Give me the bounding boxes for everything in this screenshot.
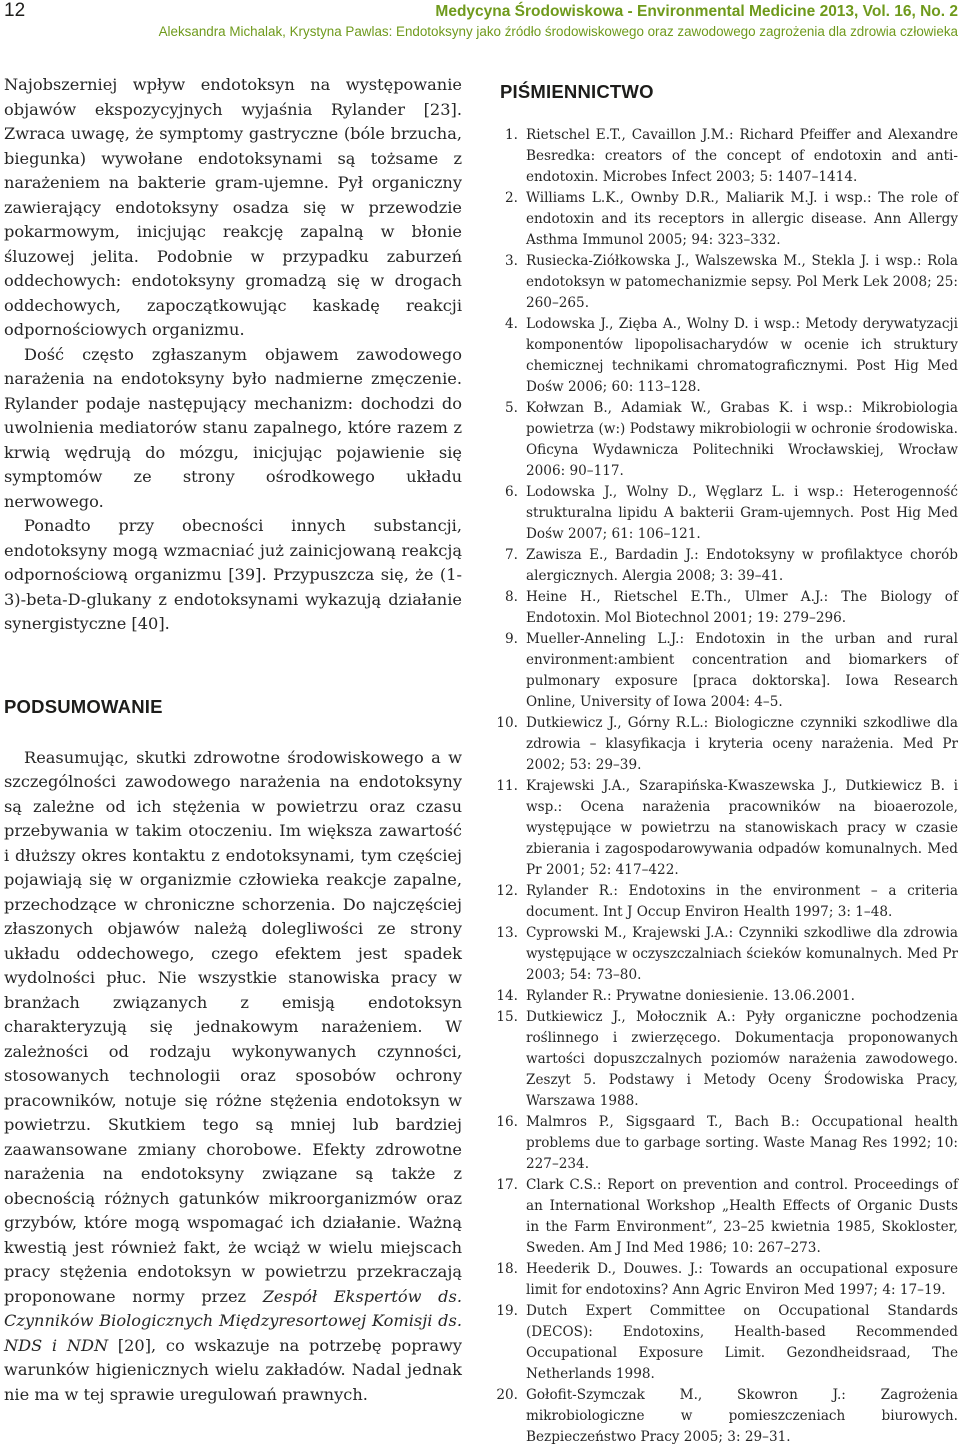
reference-text: Zawisza E., Bardadin J.: Endotoksyny w profilaktyce chorób alergicznych. Alergia 2008; 3: 39–41. <box>526 547 958 584</box>
reference-number: 3. <box>505 253 518 269</box>
page-header <box>0 0 960 50</box>
journal-title: Medycyna Środowiskowa - Environmental Medicine 2013, Vol. 16, No. 2 <box>435 3 958 20</box>
reference-item <box>496 1175 958 1259</box>
reference-text: Dutch Expert Committee on Occupational Standards (DECOS): Endotoxins, Health-based Recommended Occupational Exposure Limit. Gezondheidsraad, The Netherlands 1998. <box>526 1303 958 1382</box>
body-paragraph: Ponadto przy obecności innych substancji, endotoksyny mogą wzmacniać już zainicjowaną reakcją odpornościową organizmu [39]. Przypuszcza się, że (1-3)-beta-D-glukany z endotoksynami wykazują działanie synergistyczne [40]. <box>4 516 462 633</box>
reference-text: Rietschel E.T., Cavaillon J.M.: Richard Pfeiffer and Alexandre Besredka: creators of the concept of endotoxin and anti-endotoxin. Microbes Infect 2003; 5: 1407–1414. <box>526 127 958 185</box>
reference-item <box>496 923 958 986</box>
summary-italic-text: Zespół Ekspertów ds. Czynników Biologicznych Międzyresortowej Komisji ds. NDS i NDN <box>4 1286 462 1355</box>
reference-item <box>496 1112 958 1175</box>
reference-item <box>496 713 958 776</box>
reference-text: Malmros P., Sigsgaard T., Bach B.: Occupational health problems due to garbage sorting. Waste Manag Res 1992; 10: 227–234. <box>526 1114 958 1172</box>
reference-item <box>496 1259 958 1301</box>
reference-number: 16. <box>496 1114 518 1130</box>
reference-number: 14. <box>496 988 518 1004</box>
reference-number: 13. <box>496 925 518 941</box>
reference-text: Heederik D., Douwes. J.: Towards an occupational exposure limit for endotoxins? Ann Agric Environ Med 1997; 4: 17–19. <box>526 1261 958 1298</box>
reference-text: Lodowska J., Wolny D., Węglarz L. i wsp.: Heterogenność strukturalna lipidu A bakterii Gram-ujemnych. Post Hig Med Dośw 2007; 61: 106–121. <box>526 484 958 542</box>
reference-item <box>500 587 958 629</box>
reference-number: 6. <box>505 484 518 500</box>
reference-item <box>496 986 958 1007</box>
reference-item <box>496 1301 958 1385</box>
reference-text: Rusiecka-Ziółkowska J., Walszewska M., Stekla J. i wsp.: Rola endotoksyn w patomechanizmie sepsy. Pol Merk Lek 2008; 25: 260–265. <box>526 253 958 311</box>
reference-item <box>500 251 958 314</box>
reference-number: 20. <box>496 1387 518 1403</box>
reference-item <box>500 398 958 482</box>
right-column <box>496 81 958 1448</box>
reference-item <box>500 629 958 713</box>
reference-list <box>496 125 958 1448</box>
reference-number: 4. <box>505 316 518 332</box>
left-column <box>4 73 462 1407</box>
reference-item <box>496 1385 958 1448</box>
summary-text-end: [20], co wskazuje na potrzebę poprawy warunków higienicznych wielu zakładów. Nadal jednak nie ma w tej sprawie uregulowań prawnych. <box>4 1335 462 1404</box>
reference-item <box>496 881 958 923</box>
reference-text: Rylander R.: Prywatne doniesienie. 13.06.2001. <box>526 988 855 1004</box>
reference-item <box>496 1007 958 1112</box>
reference-text: Krajewski J.A., Szarapińska-Kwaszewska J., Dutkiewicz B. i wsp.: Ocena narażenia pracowników na bioaerozole, występujące w powietrzu na stanowiskach pracy w czasie zbierania i zagospodarowywania odpadów komunalnych. Med Pr 2001; 52: 417–422. <box>526 778 958 878</box>
reference-number: 10. <box>496 715 518 731</box>
body-paragraph: Najobszerniej wpływ endotoksyn na występowanie objawów ekspozycyjnych wyjaśnia Rylander [23]. Zwraca uwagę, że symptomy gastryczne (bóle brzucha, biegunka) wywołane endotoksynami są tożsame z narażeniem na bakterie gram-ujemne. Pył organiczny zawierający endotoksyny osadza się w przewodzie pokarmowym, inicjując reakcję zapalną w błonie śluzowej jelita. Podobnie w przypadku zaburzeń oddechowych: endotoksyny gromadzą się w drogach oddechowych, zapoczątkowując kaskadę reakcji odpornościowych organizmu. <box>4 75 462 339</box>
running-head: Aleksandra Michalak, Krystyna Pawlas: Endotoksyny jako źródło środowiskowego oraz zawodowego zagrożenia dla zdrowia człowieka <box>158 24 958 39</box>
page-number: 12 <box>4 0 26 21</box>
reference-number: 12. <box>496 883 518 899</box>
summary-paragraph <box>4 746 462 1408</box>
reference-item <box>500 482 958 545</box>
summary-text: Reasumując, skutki zdrowotne środowiskowego a w szczególności zawodowego narażenia na endotoksyny są zależne od ich stężenia w powietrzu oraz czasu przebywania w takim otoczeniu. Im większa zawartość i dłuższy okres kontaktu z endotoksynami, tym częściej pojawiają się w organizmie człowieka reakcje zapalne, przechodzące w chroniczne schorzenia. Do najczęściej złaszonych objawów należą dolegliwości ze strony układu oddechowego, czego efektem jest spadek wydolności płuc. Nie wszystkie stanowiska pracy w branżach związanych z emisją endotoksyn charakteryzują się jednakowym narażeniem. W zależności od rodzaju wykonywanych czynności, stosowanych technologii oraz sposobów ochrony pracowników, notuje się różne stężenia endotoksyn w powietrzu. Skutkiem tego są mniej lub bardziej zaawansowane zmiany chorobowe. Efekty zdrowotne narażenia na endotoksyny związane są także z obecnością różnych gatunków mikroorganizmów oraz grzybów, które mogą wspomagać ich działanie. Ważną kwestią jest również fakt, że wciąż w wielu miejscach pracy stężenia endotoksyn w powietrzu przekraczają proponowane normy przez <box>4 747 462 1306</box>
reference-text: Clark C.S.: Report on prevention and control. Proceedings of an International Workshop „Health Effects of Organic Dusts in the Farm Environment”, 23–25 kwietnia 1985, Skokloster, Sweden. Am J Ind Med 1986; 10: 267–273. <box>526 1177 958 1256</box>
reference-text: Gołofit-Szymczak M., Skowron J.: Zagrożenia mikrobiologiczne w pomieszczeniach biurowych. Bezpieczeństwo Pracy 2005; 3: 29–31. <box>526 1387 958 1445</box>
reference-text: Lodowska J., Zięba A., Wolny D. i wsp.: Metody derywatyzacji komponentów lipopolisacharydów w ocenie ich struktury chemicznej technikami chromatograficznymi. Post Hig Med Dośw 2006; 60: 113–128. <box>526 316 958 395</box>
reference-text: Dutkiewicz J., Mołocznik A.: Pyły organiczne pochodzenia roślinnego i zwierzęcego. Dokumentacja proponowanych wartości dopuszczalnych poziomów narażenia zawodowego. Zeszyt 5. Podstawy i Metody Oceny Środowiska Pracy, Warszawa 1988. <box>526 1009 958 1109</box>
reference-item <box>500 314 958 398</box>
reference-number: 15. <box>496 1009 518 1025</box>
reference-number: 7. <box>505 547 518 563</box>
reference-text: Heine H., Rietschel E.Th., Ulmer A.J.: The Biology of Endotoxin. Mol Biotechnol 2001; 19: 279–296. <box>526 589 958 626</box>
section-heading-references: PIŚMIENNICTWO <box>500 81 654 102</box>
body-paragraph: Dość często zgłaszanym objawem zawodowego narażenia na endotoksyny było nadmierne zmęczenie. Rylander podaje następujący mechanizm: dochodzi do uwolnienia mediatorów stanu zapalnego, które razem z krwią wędrują do mózgu, inicjując pojawienie się symptomów ze strony ośrodkowego układu nerwowego. <box>4 344 462 511</box>
reference-text: Mueller-Anneling L.J.: Endotoxin in the urban and rural environment:ambient concentration and biomarkers of pulmonary exposure [praca doktorska]. Iowa Research Online, University of Iowa 2004: 4–5. <box>526 631 958 710</box>
reference-text: Cyprowski M., Krajewski J.A.: Czynniki szkodliwe dla zdrowia występujące w oczyszczalniach ścieków komunalnych. Med Pr 2003; 54: 73–80. <box>526 925 958 983</box>
reference-item <box>500 125 958 188</box>
reference-item <box>500 188 958 251</box>
reference-number: 18. <box>496 1261 518 1277</box>
reference-number: 9. <box>505 631 518 647</box>
reference-text: Rylander R.: Endotoxins in the environment – a criteria document. Int J Occup Environ Health 1997; 3: 1–48. <box>526 883 958 920</box>
reference-item <box>500 545 958 587</box>
reference-text: Kołwzan B., Adamiak W., Grabas K. i wsp.: Mikrobiologia powietrza (w:) Podstawy mikrobiologii w ochronie środowiska. Oficyna Wydawnicza Politechniki Wrocławskiej, Wrocław 2006: 90–117. <box>526 400 958 479</box>
reference-number: 19. <box>496 1303 518 1319</box>
reference-text: Dutkiewicz J., Górny R.L.: Biologiczne czynniki szkodliwe dla zdrowia – klasyfikacja i kryteria oceny narażenia. Med Pr 2002; 53: 29–39. <box>526 715 958 773</box>
reference-item <box>496 776 958 881</box>
reference-number: 17. <box>496 1177 518 1193</box>
reference-number: 11. <box>496 778 518 794</box>
reference-number: 1. <box>505 127 518 143</box>
reference-number: 5. <box>505 400 518 416</box>
reference-number: 8. <box>505 589 518 605</box>
reference-number: 2. <box>505 190 518 206</box>
reference-text: Williams L.K., Ownby D.R., Maliarik M.J. i wsp.: The role of endotoxin and its receptors in allergic disease. Ann Allergy Asthma Immunol 2005; 94: 323–332. <box>526 190 958 248</box>
section-heading-summary: PODSUMOWANIE <box>4 695 163 717</box>
